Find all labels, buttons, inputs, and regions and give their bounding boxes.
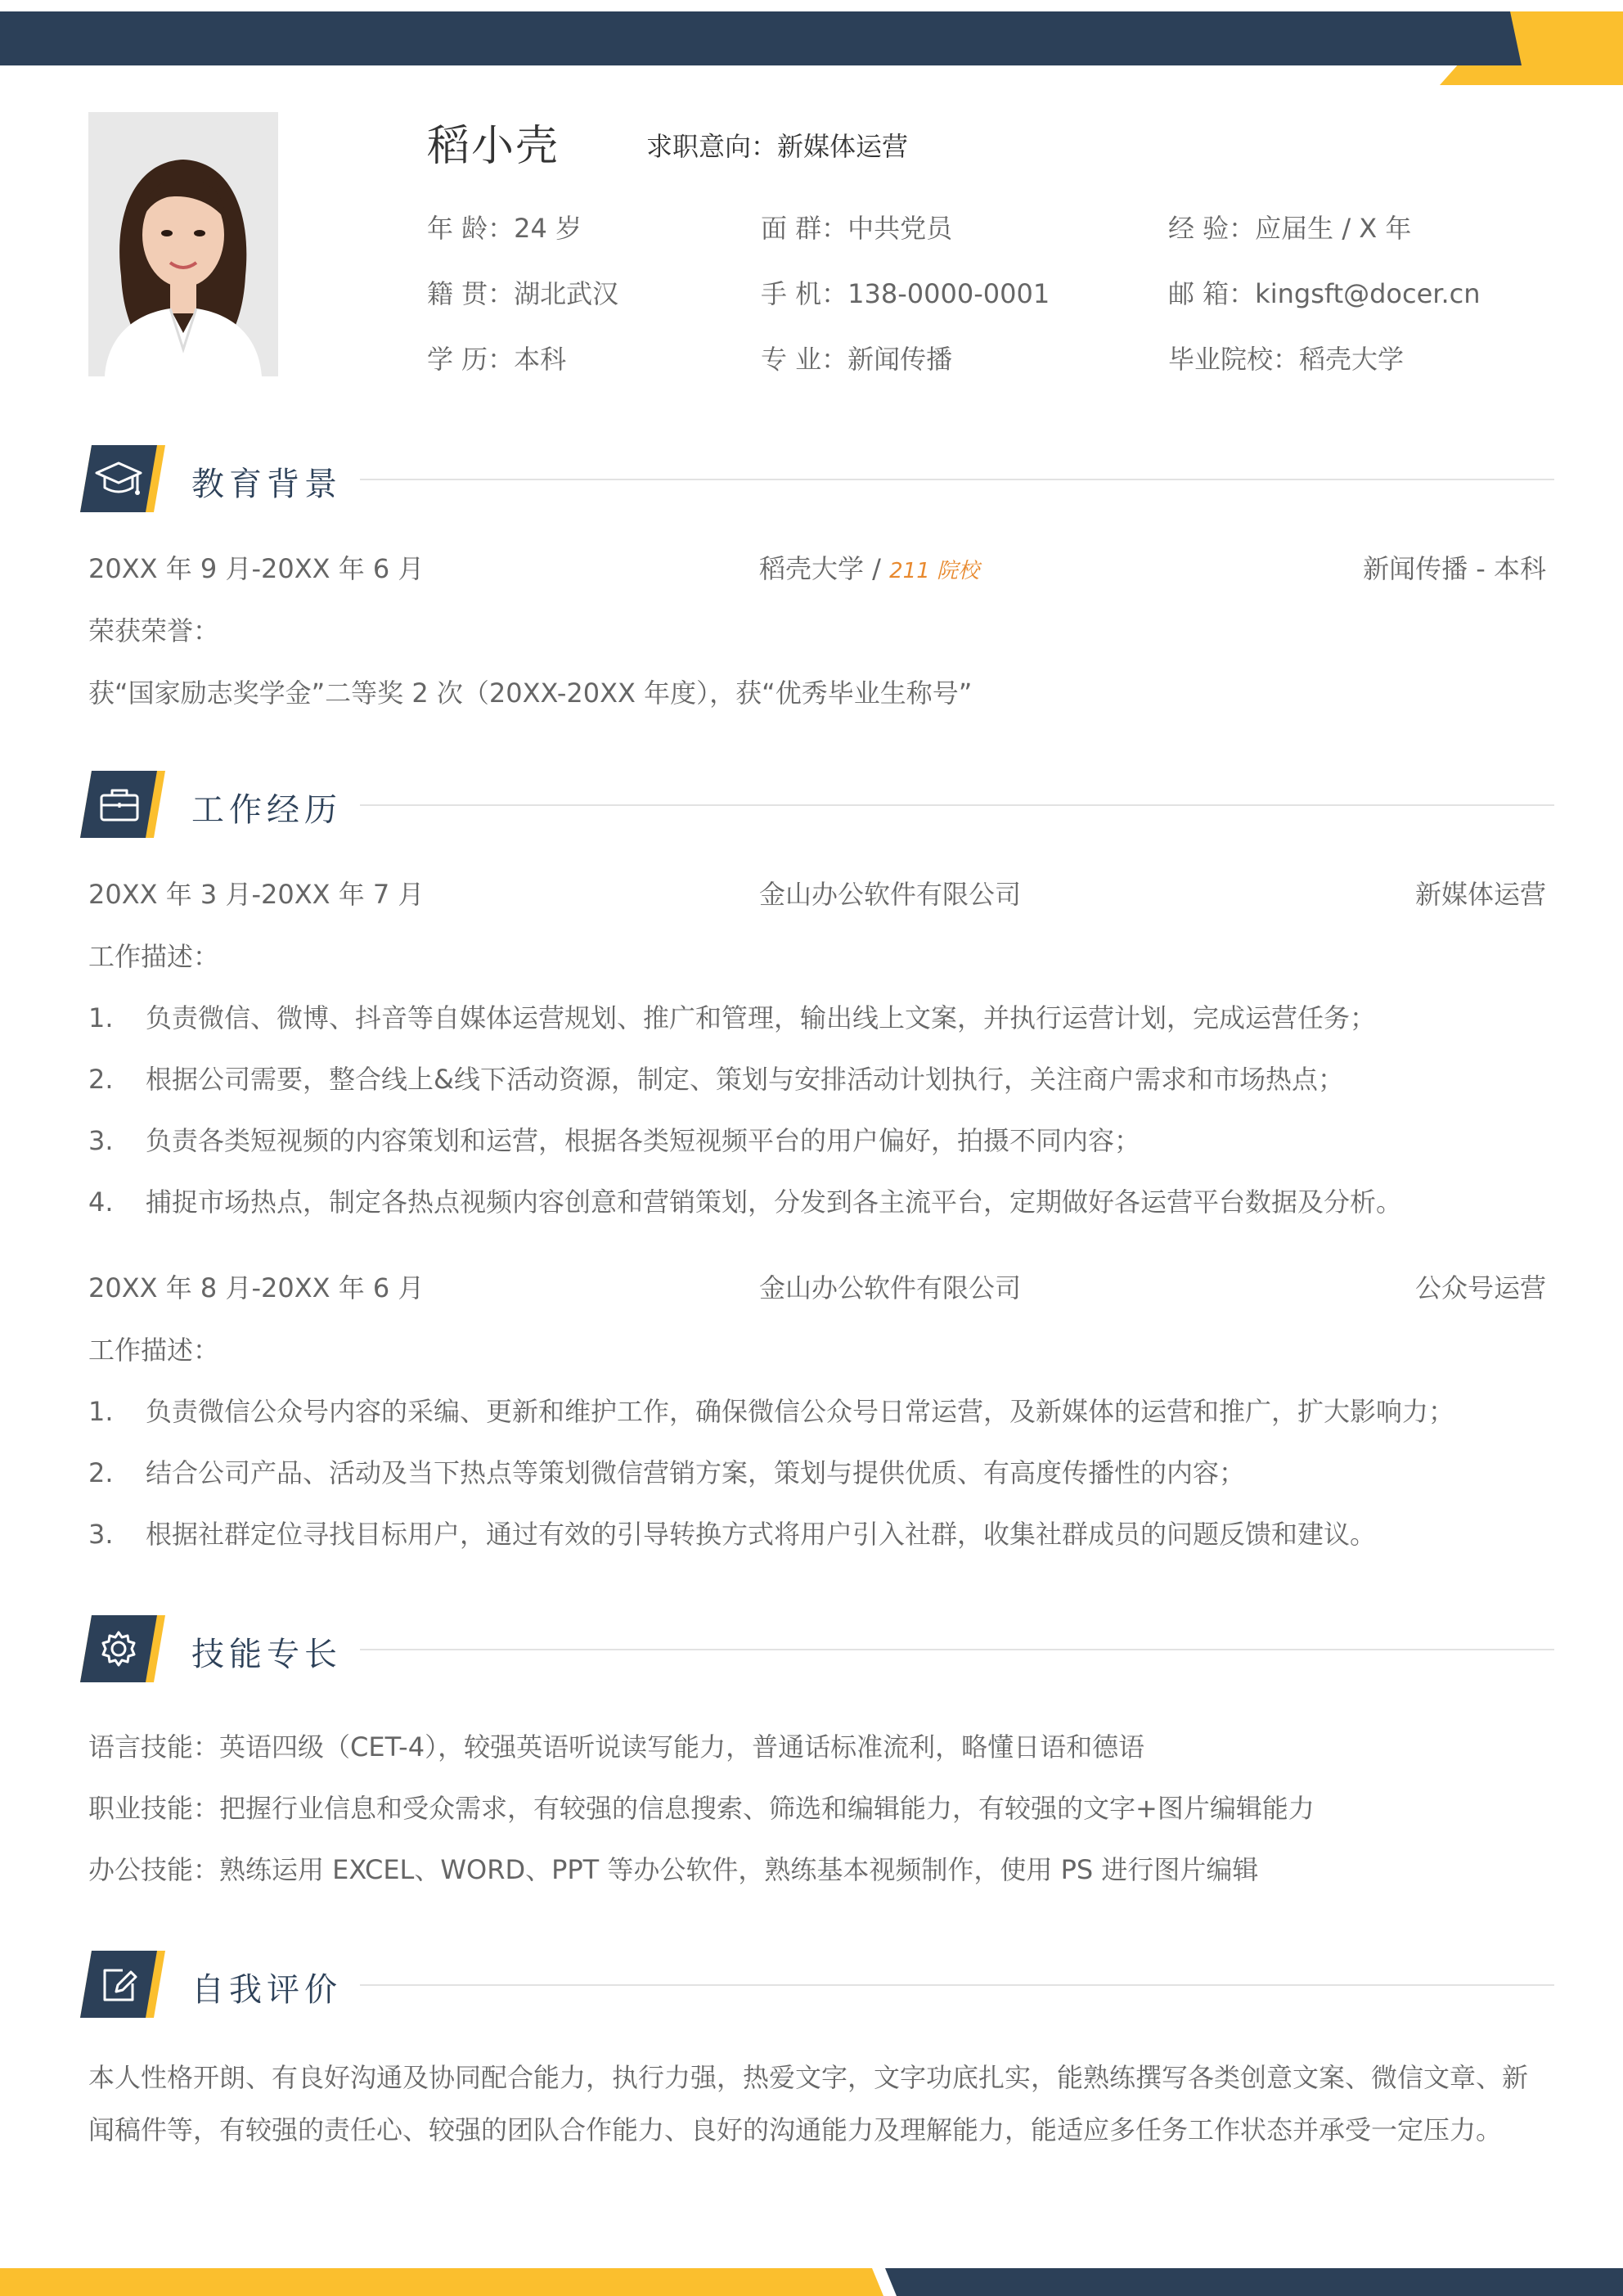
- info-row: [427, 208, 1589, 273]
- list-item-text: 负责微信、微博、抖音等自媒体运营规划、推广和管理，输出线上文案，并执行运营计划，完成运营任务；: [146, 1002, 1377, 1033]
- honors-text: 获“国家励志奖学金”二等奖 2 次（20XX-20XX 年度），获“优秀毕业生称号”: [88, 678, 973, 709]
- info-age: 年 龄：24 岁: [427, 213, 582, 244]
- top-decor-bar: [0, 11, 1522, 65]
- info-email: 邮 箱：kingsft@docer.cn: [1168, 278, 1481, 309]
- bottom-decor-yellow: [0, 2268, 883, 2296]
- info-hometown: 籍 贯：湖北武汉: [427, 278, 619, 309]
- job-desc-label: 工作描述：: [88, 1335, 220, 1366]
- info-phone: 手 机：138-0000-0001: [761, 278, 1050, 309]
- skill-office: 办公技能：熟练运用 EXCEL、WORD、PPT 等办公软件，熟练基本视频制作，使用 PS 进行图片编辑: [88, 1854, 1259, 1885]
- info-row: [427, 339, 1589, 404]
- list-item: 1. 负责微信、微博、抖音等自媒体运营规划、推广和管理，输出线上文案，并执行运营计划，完成运营任务；: [88, 1002, 1377, 1033]
- list-item: 4. 捕捉市场热点，制定各热点视频内容创意和营销策划，分发到各主流平台，定期做好各运营平台数据及分析。: [88, 1186, 1403, 1218]
- list-item-text: 根据公司需要，整合线上&线下活动资源，制定、策划与安排活动计划执行，关注商户需求和市场热点；: [146, 1064, 1344, 1095]
- section-title: 教育背景: [191, 466, 342, 503]
- job-desc-label: 工作描述：: [88, 941, 220, 972]
- bottom-decor-navy: [885, 2268, 1623, 2296]
- candidate-name: 稻小壳: [427, 122, 560, 171]
- job-period: 20XX 年 8 月-20XX 年 6 月: [88, 1272, 425, 1303]
- list-item: 3. 负责各类短视频的内容策划和运营，根据各类短视频平台的用户偏好，拍摄不同内容；: [88, 1125, 1141, 1156]
- list-item-text: 结合公司产品、活动及当下热点等策划微信营销方案，策划与提供优质、有高度传播性的内容；: [146, 1457, 1246, 1488]
- job-company: 金山办公软件有限公司: [759, 879, 1022, 910]
- briefcase-icon: [80, 771, 172, 838]
- school-tag: 211 院校: [889, 559, 980, 583]
- list-item: 2. 结合公司产品、活动及当下热点等策划微信营销方案，策划与提供优质、有高度传播性的内容；: [88, 1457, 1246, 1488]
- job-row: [88, 1267, 1546, 1303]
- list-item-text: 负责各类短视频的内容策划和运营，根据各类短视频平台的用户偏好，拍摄不同内容；: [146, 1125, 1141, 1156]
- section-education-header: [80, 445, 1554, 512]
- list-item: 3. 根据社群定位寻找目标用户，通过有效的引导转换方式将用户引入社群，收集社群成员的问题反馈和建议。: [88, 1519, 1377, 1550]
- personal-info-grid: [427, 208, 1589, 404]
- section-divider: [360, 479, 1554, 480]
- skill-professional: 职业技能：把握行业信息和受众需求，有较强的信息搜索、筛选和编辑能力，有较强的文字+图片编辑能力: [88, 1793, 1315, 1824]
- info-major: 专 业：新闻传播: [761, 344, 953, 375]
- section-title: 技能专长: [191, 1636, 342, 1673]
- profile-photo: [88, 112, 278, 376]
- section-divider: [360, 1984, 1554, 1986]
- list-item-text: 捕捉市场热点，制定各热点视频内容创意和营销策划，分发到各主流平台，定期做好各运营平台数据及分析。: [146, 1186, 1403, 1218]
- info-row: [427, 273, 1589, 339]
- education-row: [88, 548, 1546, 584]
- job-intent: 求职意向：新媒体运营: [646, 131, 909, 162]
- list-item: 1. 负责微信公众号内容的采编、更新和维护工作，确保微信公众号日常运营，及新媒体的运营和推广，扩大影响力；: [88, 1396, 1455, 1427]
- job-role: 公众号运营: [1414, 1272, 1546, 1303]
- info-education: 学 历：本科: [427, 344, 567, 375]
- school-name: 稻壳大学 /: [759, 553, 881, 584]
- section-divider: [360, 1649, 1554, 1650]
- graduation-cap-icon: [80, 445, 172, 512]
- list-item-text: 根据社群定位寻找目标用户，通过有效的引导转换方式将用户引入社群，收集社群成员的问题反馈和建议。: [146, 1519, 1377, 1550]
- section-title: 工作经历: [191, 791, 342, 829]
- job-period: 20XX 年 3 月-20XX 年 7 月: [88, 879, 425, 910]
- education-school: [759, 548, 979, 586]
- list-item: 2. 根据公司需要，整合线上&线下活动资源，制定、策划与安排活动计划执行，关注商户需求和市场热点；: [88, 1064, 1344, 1095]
- info-politics: 面 群：中共党员: [761, 213, 953, 244]
- list-item-text: 负责微信公众号内容的采编、更新和维护工作，确保微信公众号日常运营，及新媒体的运营和推广，扩大影响力；: [146, 1396, 1455, 1427]
- info-experience: 经 验：应届生 / X 年: [1168, 213, 1412, 244]
- education-period: 20XX 年 9 月-20XX 年 6 月: [88, 553, 425, 584]
- self-evaluation-text: 本人性格开朗、有良好沟通及协同配合能力，执行力强，热爱文字，文字功底扎实，能熟练撰写各类创意文案、微信文章、新闻稿件等，有较强的责任心、较强的团队合作能力、良好的沟通能力及理解能力，能适应多任务工作状态并承受一定压力。: [88, 2062, 1529, 2145]
- skill-language: 语言技能：英语四级（CET-4），较强英语听说读写能力，普通话标准流利，略懂日语和德语: [88, 1731, 1145, 1763]
- info-school: 毕业院校：稻壳大学: [1168, 344, 1405, 375]
- job-role: 新媒体运营: [1414, 879, 1546, 910]
- education-major: 新闻传播 - 本科: [1363, 553, 1546, 584]
- gear-icon: [80, 1615, 172, 1682]
- job-company: 金山办公软件有限公司: [759, 1272, 1022, 1303]
- section-self-eval-header: [80, 1951, 1554, 2018]
- section-divider: [360, 804, 1554, 806]
- top-accent-cut: [1440, 11, 1522, 65]
- job-row: [88, 874, 1546, 910]
- section-work-header: [80, 771, 1554, 838]
- honors-label: 荣获荣誉：: [88, 615, 220, 646]
- section-title: 自我评价: [191, 1971, 342, 2009]
- section-skills-header: [80, 1615, 1554, 1682]
- pencil-edit-icon: [80, 1951, 172, 2018]
